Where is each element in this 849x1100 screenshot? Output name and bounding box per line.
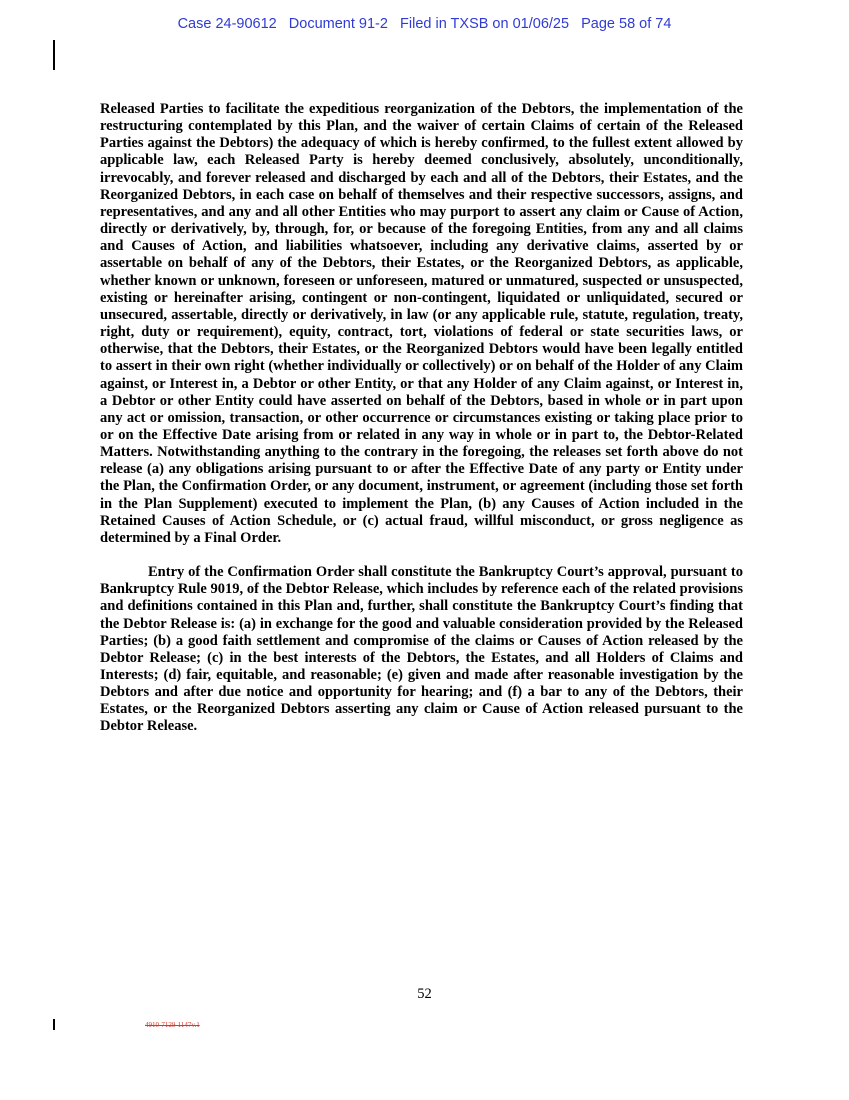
filing-header: Case 24-90612 Document 91-2 Filed in TXSB on 01/06/25 Page 58 of 74 bbox=[177, 16, 672, 32]
revision-change-bar-top bbox=[53, 40, 55, 70]
revision-change-bar-bottom bbox=[53, 1019, 55, 1030]
release-paragraph: Released Parties to facilitate the expeditious reorganization of the Debtors, the implementation of the restructuring contemplated by this Plan, and the waiver of certain Claims of certain of the Released Parties against the Debtors) the adequacy of which is hereby confirmed, to the fullest extent allowed by applicable law, each Released Party is hereby deemed conclusively, absolutely, unconditionally, irrevocably, and forever released and discharged by each and all of the Debtors, their Estates, and the Reorganized Debtors, in each case on behalf of themselves and their respective successors, assigns, and representatives, and any and all other Entities who may purport to assert any claim or Cause of Action, directly or derivatively, by, through, for, or because of the foregoing Entities, from any and all claims and Causes of Action, and liabilities whatsoever, including any derivative claims, asserted by or assertable on behalf of any of the Debtors, their Estates, or the Reorganized Debtors, as applicable, whether known or unknown, foreseen or unforeseen, matured or unmatured, suspected or unsuspected, existing or hereinafter arising, contingent or non-contingent, liquidated or unliquidated, secured or unsecured, assertable, directly or derivatively, in law (or any applicable rule, statute, regulation, treaty, right, duty or requirement), equity, contract, tort, violations of federal or state securities laws, or otherwise, that the Debtors, their Estates, or the Reorganized Debtors would have been legally entitled to assert in their own right (whether individually or collectively) or on behalf of the Holder of any Claim against, or Interest in, a Debtor or other Entity, or that any Holder of any Claim against, or Interest in, a Debtor or other Entity could have asserted on behalf of the Debtors, based in whole or in part upon any act or omission, transaction, or other occurrence or circumstances existing or taking place prior to or on the Effective Date arising from or related in any way in whole or in part to, the Debtor-Related Matters. Notwithstanding anything to the contrary in the foregoing, the releases set forth above do not release (a) any obligations arising pursuant to or after the Effective Date of any party or Entity under the Plan, the Confirmation Order, or any document, instrument, or agreement (including those set forth in the Plan Supplement) executed to implement the Plan, (b) any Causes of Action included in the Retained Causes of Action Schedule, or (c) actual fraud, willful misconduct, or gross negligence as determined by a Final Order. bbox=[100, 101, 743, 546]
document-body bbox=[100, 101, 743, 736]
document-id-footer: 4910-7129-1147v.1 bbox=[145, 1021, 200, 1029]
confirmation-order-paragraph: Entry of the Confirmation Order shall constitute the Bankruptcy Court’s approval, pursuant to Bankruptcy Rule 9019, of the Debtor Release, which includes by reference each of the related provisions and definitions contained in this Plan and, further, shall constitute the Bankruptcy Court’s finding that the Debtor Release is: (a) in exchange for the good and valuable consideration provided by the Released Parties; (b) a good faith settlement and compromise of the claims or Causes of Action released by the Debtor Release; (c) in the best interests of the Debtors, the Estates, and all Holders of Claims and Interests; (d) fair, equitable, and reasonable; (e) given and made after reasonable investigation by the Debtors and after due notice and opportunity for hearing; and (f) a bar to any of the Debtors, their Estates, or the Reorganized Debtors asserting any claim or Cause of Action released pursuant to the Debtor Release. bbox=[100, 564, 743, 735]
page-number: 52 bbox=[417, 986, 432, 1002]
